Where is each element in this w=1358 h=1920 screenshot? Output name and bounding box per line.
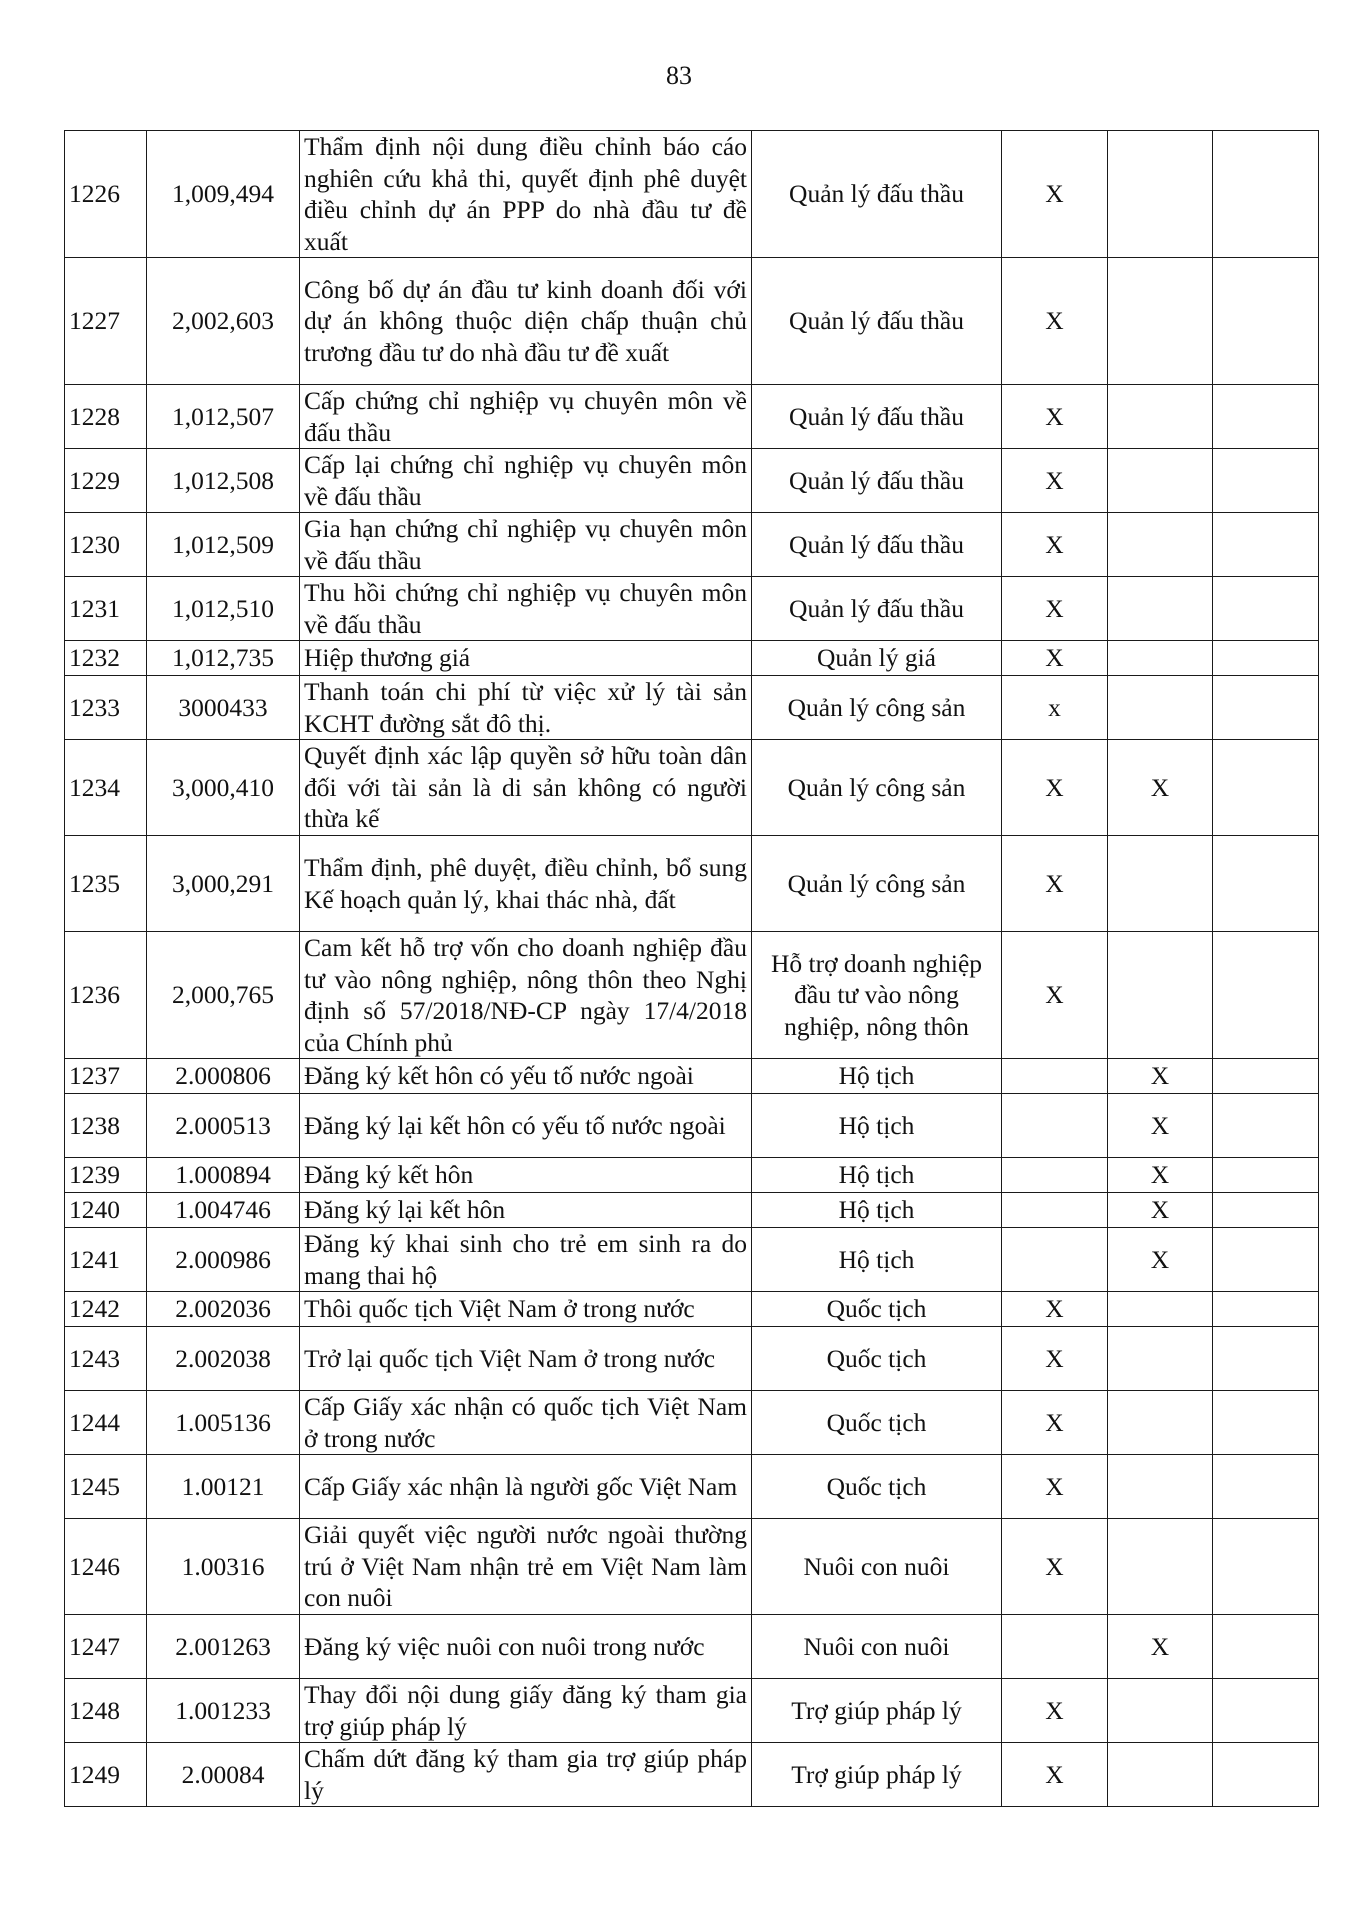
procedure-name: Đăng ký lại kết hôn xyxy=(300,1193,752,1228)
level-column-1-mark: X xyxy=(1002,1519,1108,1615)
procedure-name: Thay đổi nội dung giấy đăng ký tham gia trợ giúp pháp lý xyxy=(300,1679,752,1743)
row-number: 1233 xyxy=(65,676,147,740)
procedure-field: Quản lý công sản xyxy=(752,676,1002,740)
procedure-field: Trợ giúp pháp lý xyxy=(752,1679,1002,1743)
procedure-name: Cấp Giấy xác nhận là người gốc Việt Nam xyxy=(300,1455,752,1519)
table-row xyxy=(65,1519,1319,1615)
row-number: 1248 xyxy=(65,1679,147,1743)
procedure-name: Cam kết hỗ trợ vốn cho doanh nghiệp đầu tư vào nông nghiệp, nông thôn theo Nghị định số 57/2018/NĐ-CP ngày 17/4/2018 của Chính phủ xyxy=(300,932,752,1059)
table-row xyxy=(65,513,1319,577)
level-column-1-mark: X xyxy=(1002,1679,1108,1743)
procedures-table xyxy=(64,130,1319,1807)
level-column-2-mark xyxy=(1108,932,1213,1059)
level-column-1-mark: X xyxy=(1002,1327,1108,1391)
procedure-code: 1.001233 xyxy=(147,1679,300,1743)
row-number: 1232 xyxy=(65,641,147,676)
procedure-field: Hộ tịch xyxy=(752,1094,1002,1158)
level-column-1-mark: x xyxy=(1002,676,1108,740)
procedure-name: Cấp lại chứng chỉ nghiệp vụ chuyên môn về đấu thầu xyxy=(300,449,752,513)
procedure-code: 2,000,765 xyxy=(147,932,300,1059)
level-column-3-mark xyxy=(1213,385,1319,449)
level-column-3-mark xyxy=(1213,1391,1319,1455)
level-column-3-mark xyxy=(1213,1327,1319,1391)
procedure-field: Quản lý đấu thầu xyxy=(752,258,1002,385)
procedure-code: 3,000,291 xyxy=(147,836,300,932)
level-column-2-mark xyxy=(1108,1743,1213,1807)
row-number: 1247 xyxy=(65,1615,147,1679)
procedure-name: Chấm dứt đăng ký tham gia trợ giúp pháp lý xyxy=(300,1743,752,1807)
level-column-1-mark xyxy=(1002,1094,1108,1158)
level-column-3-mark xyxy=(1213,1615,1319,1679)
procedure-field: Hộ tịch xyxy=(752,1059,1002,1094)
procedure-code: 1,012,510 xyxy=(147,577,300,641)
procedure-code: 2.002038 xyxy=(147,1327,300,1391)
procedure-name: Thẩm định nội dung điều chỉnh báo cáo nghiên cứu khả thi, quyết định phê duyệt điều chỉnh dự án PPP do nhà đầu tư đề xuất xyxy=(300,131,752,258)
level-column-3-mark xyxy=(1213,1519,1319,1615)
procedure-name: Quyết định xác lập quyền sở hữu toàn dân đối với tài sản là di sản không có người thừa kế xyxy=(300,740,752,836)
table-row xyxy=(65,449,1319,513)
level-column-3-mark xyxy=(1213,676,1319,740)
level-column-2-mark xyxy=(1108,676,1213,740)
procedure-code: 3,000,410 xyxy=(147,740,300,836)
level-column-1-mark: X xyxy=(1002,258,1108,385)
level-column-3-mark xyxy=(1213,1455,1319,1519)
procedure-field: Quản lý công sản xyxy=(752,740,1002,836)
level-column-1-mark xyxy=(1002,1158,1108,1193)
procedure-code: 1.00316 xyxy=(147,1519,300,1615)
procedure-code: 2.000986 xyxy=(147,1228,300,1292)
table-row xyxy=(65,131,1319,258)
row-number: 1243 xyxy=(65,1327,147,1391)
level-column-2-mark xyxy=(1108,1292,1213,1327)
level-column-2-mark xyxy=(1108,577,1213,641)
table-row xyxy=(65,1193,1319,1228)
procedure-name: Thẩm định, phê duyệt, điều chỉnh, bổ sung Kế hoạch quản lý, khai thác nhà, đất xyxy=(300,836,752,932)
level-column-1-mark: X xyxy=(1002,836,1108,932)
table-row xyxy=(65,1094,1319,1158)
procedure-field: Quản lý công sản xyxy=(752,836,1002,932)
level-column-2-mark: X xyxy=(1108,1094,1213,1158)
level-column-2-mark: X xyxy=(1108,1615,1213,1679)
level-column-2-mark xyxy=(1108,1391,1213,1455)
level-column-2-mark xyxy=(1108,1519,1213,1615)
procedure-field: Hộ tịch xyxy=(752,1158,1002,1193)
row-number: 1234 xyxy=(65,740,147,836)
procedure-code: 1,012,507 xyxy=(147,385,300,449)
procedure-name: Trở lại quốc tịch Việt Nam ở trong nước xyxy=(300,1327,752,1391)
row-number: 1237 xyxy=(65,1059,147,1094)
row-number: 1235 xyxy=(65,836,147,932)
procedure-name: Gia hạn chứng chỉ nghiệp vụ chuyên môn về đấu thầu xyxy=(300,513,752,577)
table-row xyxy=(65,740,1319,836)
level-column-1-mark: X xyxy=(1002,740,1108,836)
row-number: 1245 xyxy=(65,1455,147,1519)
level-column-3-mark xyxy=(1213,740,1319,836)
row-number: 1236 xyxy=(65,932,147,1059)
procedure-code: 2.000513 xyxy=(147,1094,300,1158)
procedure-code: 3000433 xyxy=(147,676,300,740)
procedure-name: Đăng ký lại kết hôn có yếu tố nước ngoài xyxy=(300,1094,752,1158)
level-column-3-mark xyxy=(1213,1228,1319,1292)
level-column-3-mark xyxy=(1213,449,1319,513)
level-column-3-mark xyxy=(1213,131,1319,258)
procedure-field: Quản lý đấu thầu xyxy=(752,577,1002,641)
procedure-name: Hiệp thương giá xyxy=(300,641,752,676)
table-row xyxy=(65,641,1319,676)
procedure-field: Quản lý đấu thầu xyxy=(752,449,1002,513)
row-number: 1227 xyxy=(65,258,147,385)
level-column-3-mark xyxy=(1213,258,1319,385)
procedure-name: Cấp chứng chỉ nghiệp vụ chuyên môn về đấu thầu xyxy=(300,385,752,449)
level-column-2-mark xyxy=(1108,131,1213,258)
procedure-code: 2,002,603 xyxy=(147,258,300,385)
level-column-2-mark xyxy=(1108,1455,1213,1519)
level-column-2-mark xyxy=(1108,641,1213,676)
level-column-2-mark: X xyxy=(1108,1158,1213,1193)
level-column-1-mark: X xyxy=(1002,577,1108,641)
level-column-2-mark: X xyxy=(1108,1193,1213,1228)
level-column-3-mark xyxy=(1213,1743,1319,1807)
level-column-3-mark xyxy=(1213,1292,1319,1327)
row-number: 1228 xyxy=(65,385,147,449)
procedure-field: Quốc tịch xyxy=(752,1292,1002,1327)
level-column-1-mark: X xyxy=(1002,1391,1108,1455)
procedure-name: Đăng ký việc nuôi con nuôi trong nước xyxy=(300,1615,752,1679)
procedure-field: Quốc tịch xyxy=(752,1455,1002,1519)
row-number: 1230 xyxy=(65,513,147,577)
level-column-1-mark: X xyxy=(1002,513,1108,577)
table-row xyxy=(65,1059,1319,1094)
level-column-1-mark xyxy=(1002,1228,1108,1292)
level-column-1-mark: X xyxy=(1002,1455,1108,1519)
table-row xyxy=(65,836,1319,932)
procedure-field: Quản lý đấu thầu xyxy=(752,131,1002,258)
procedure-code: 1,009,494 xyxy=(147,131,300,258)
procedure-name: Đăng ký khai sinh cho trẻ em sinh ra do mang thai hộ xyxy=(300,1228,752,1292)
row-number: 1238 xyxy=(65,1094,147,1158)
level-column-3-mark xyxy=(1213,1059,1319,1094)
procedure-field: Quản lý đấu thầu xyxy=(752,513,1002,577)
row-number: 1229 xyxy=(65,449,147,513)
table-row xyxy=(65,258,1319,385)
level-column-2-mark xyxy=(1108,258,1213,385)
level-column-1-mark xyxy=(1002,1193,1108,1228)
level-column-2-mark xyxy=(1108,513,1213,577)
page-number: 83 xyxy=(666,61,692,90)
level-column-3-mark xyxy=(1213,932,1319,1059)
table-row xyxy=(65,1679,1319,1743)
row-number: 1226 xyxy=(65,131,147,258)
level-column-1-mark: X xyxy=(1002,1292,1108,1327)
row-number: 1241 xyxy=(65,1228,147,1292)
procedure-name: Thôi quốc tịch Việt Nam ở trong nước xyxy=(300,1292,752,1327)
level-column-2-mark xyxy=(1108,449,1213,513)
procedure-field: Hỗ trợ doanh nghiệp đầu tư vào nông nghiệp, nông thôn xyxy=(752,932,1002,1059)
procedure-name: Cấp Giấy xác nhận có quốc tịch Việt Nam ở trong nước xyxy=(300,1391,752,1455)
level-column-3-mark xyxy=(1213,836,1319,932)
procedure-field: Trợ giúp pháp lý xyxy=(752,1743,1002,1807)
row-number: 1240 xyxy=(65,1193,147,1228)
row-number: 1242 xyxy=(65,1292,147,1327)
table-row xyxy=(65,1327,1319,1391)
procedure-field: Quốc tịch xyxy=(752,1327,1002,1391)
procedure-name: Đăng ký kết hôn xyxy=(300,1158,752,1193)
procedure-code: 1,012,509 xyxy=(147,513,300,577)
table-row xyxy=(65,1743,1319,1807)
table-row xyxy=(65,1158,1319,1193)
procedure-field: Quốc tịch xyxy=(752,1391,1002,1455)
procedure-name: Thu hồi chứng chỉ nghiệp vụ chuyên môn về đấu thầu xyxy=(300,577,752,641)
procedure-name: Giải quyết việc người nước ngoài thường trú ở Việt Nam nhận trẻ em Việt Nam làm con nuôi xyxy=(300,1519,752,1615)
procedure-code: 2.00084 xyxy=(147,1743,300,1807)
table-row xyxy=(65,1228,1319,1292)
level-column-2-mark xyxy=(1108,1327,1213,1391)
level-column-3-mark xyxy=(1213,1193,1319,1228)
procedure-code: 1.00121 xyxy=(147,1455,300,1519)
level-column-2-mark xyxy=(1108,836,1213,932)
table-row xyxy=(65,1391,1319,1455)
level-column-2-mark xyxy=(1108,385,1213,449)
table-row xyxy=(65,1455,1319,1519)
table-row xyxy=(65,932,1319,1059)
procedure-code: 1.004746 xyxy=(147,1193,300,1228)
procedure-field: Hộ tịch xyxy=(752,1193,1002,1228)
level-column-1-mark: X xyxy=(1002,932,1108,1059)
procedure-code: 1.000894 xyxy=(147,1158,300,1193)
row-number: 1231 xyxy=(65,577,147,641)
table-row xyxy=(65,676,1319,740)
row-number: 1246 xyxy=(65,1519,147,1615)
level-column-3-mark xyxy=(1213,577,1319,641)
procedure-name: Đăng ký kết hôn có yếu tố nước ngoài xyxy=(300,1059,752,1094)
level-column-3-mark xyxy=(1213,513,1319,577)
procedure-field: Quản lý giá xyxy=(752,641,1002,676)
level-column-3-mark xyxy=(1213,1094,1319,1158)
level-column-1-mark: X xyxy=(1002,385,1108,449)
level-column-3-mark xyxy=(1213,1158,1319,1193)
procedure-field: Quản lý đấu thầu xyxy=(752,385,1002,449)
row-number: 1244 xyxy=(65,1391,147,1455)
procedure-code: 1,012,508 xyxy=(147,449,300,513)
table-row xyxy=(65,1615,1319,1679)
procedure-field: Nuôi con nuôi xyxy=(752,1519,1002,1615)
procedure-code: 1.005136 xyxy=(147,1391,300,1455)
table-row xyxy=(65,385,1319,449)
level-column-2-mark xyxy=(1108,1679,1213,1743)
procedure-name: Công bố dự án đầu tư kinh doanh đối với dự án không thuộc diện chấp thuận chủ trương đầu tư do nhà đầu tư đề xuất xyxy=(300,258,752,385)
table-row xyxy=(65,1292,1319,1327)
procedure-code: 2.001263 xyxy=(147,1615,300,1679)
level-column-3-mark xyxy=(1213,1679,1319,1743)
table-row xyxy=(65,577,1319,641)
procedure-field: Hộ tịch xyxy=(752,1228,1002,1292)
level-column-1-mark: X xyxy=(1002,449,1108,513)
level-column-1-mark xyxy=(1002,1059,1108,1094)
procedure-code: 1,012,735 xyxy=(147,641,300,676)
level-column-3-mark xyxy=(1213,641,1319,676)
table-body xyxy=(65,131,1319,1807)
row-number: 1249 xyxy=(65,1743,147,1807)
level-column-2-mark: X xyxy=(1108,1228,1213,1292)
procedure-name: Thanh toán chi phí từ việc xử lý tài sản KCHT đường sắt đô thị. xyxy=(300,676,752,740)
level-column-2-mark: X xyxy=(1108,1059,1213,1094)
row-number: 1239 xyxy=(65,1158,147,1193)
level-column-1-mark: X xyxy=(1002,1743,1108,1807)
procedure-code: 2.002036 xyxy=(147,1292,300,1327)
level-column-2-mark: X xyxy=(1108,740,1213,836)
level-column-1-mark: X xyxy=(1002,641,1108,676)
procedure-field: Nuôi con nuôi xyxy=(752,1615,1002,1679)
level-column-1-mark xyxy=(1002,1615,1108,1679)
level-column-1-mark: X xyxy=(1002,131,1108,258)
procedure-code: 2.000806 xyxy=(147,1059,300,1094)
